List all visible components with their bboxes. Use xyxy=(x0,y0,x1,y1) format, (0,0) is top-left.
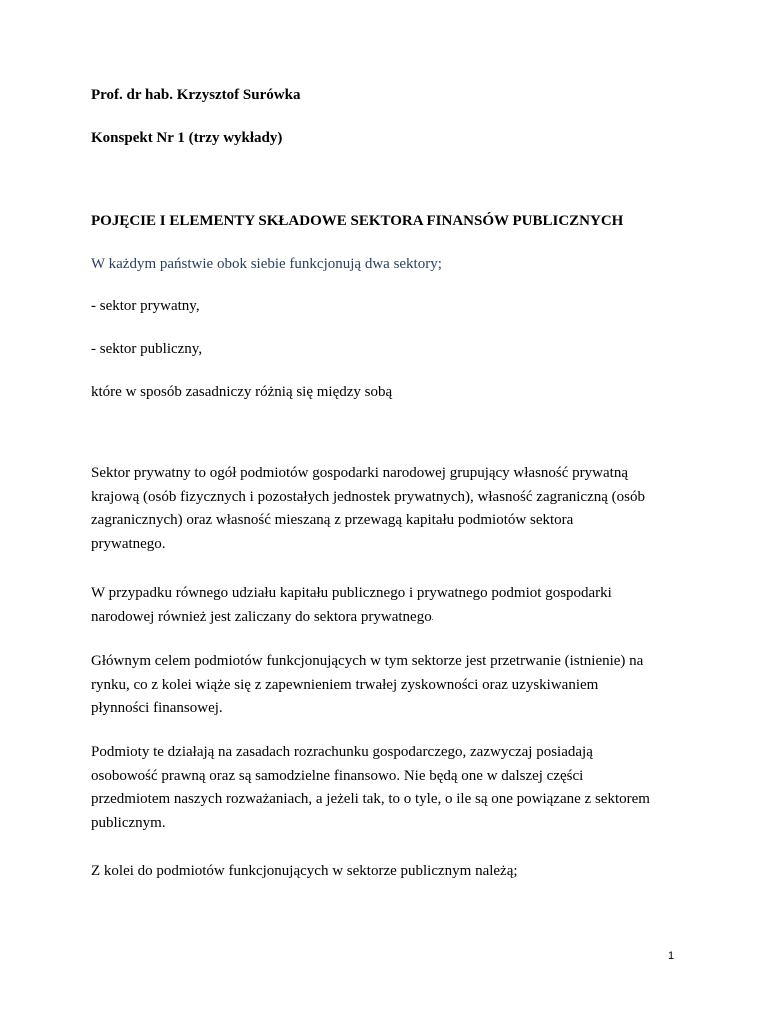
paragraph-equal-capital xyxy=(91,582,691,630)
paragraph-public-sector-intro: Z kolei do podmiotów funkcjonujących w sektorze publicznym należą; xyxy=(91,863,518,879)
paragraph-line: Głównym celem podmiotów funkcjonujących w tym sektorze jest przetrwanie (istnienie) na xyxy=(91,653,644,669)
paragraph-line-text: narodowej również jest zaliczany do sektora prywatnego xyxy=(91,608,432,625)
paragraph-line: rynku, co z kolei wiąże się z zapewnieniem trwałej zyskowności oraz uzyskiwaniem xyxy=(91,676,599,693)
intro-lead: W każdym państwie obok siebie funkcjonują dwa sektory; xyxy=(91,256,442,272)
footnote-mark: . xyxy=(431,613,434,622)
paragraph-line: Podmioty te działają na zasadach rozrachunku gospodarczego, zazwyczaj posiadają xyxy=(91,744,593,760)
list-item-public-sector: - sektor publiczny, xyxy=(91,341,203,357)
page-number: 1 xyxy=(668,950,675,962)
paragraph-line: krajową (osób fizycznych i pozostałych jednostek prywatnych), własność zagraniczną (osób xyxy=(91,488,645,505)
paragraph-line: osobowość prawną oraz są samodzielne finansowo. Nie będą one w dalszej części xyxy=(91,767,584,784)
author-name: Prof. dr hab. Krzysztof Surówka xyxy=(91,87,301,103)
paragraph-line: zagranicznych) oraz własność mieszaną z przewagą kapitału podmiotów sektora xyxy=(91,512,574,528)
intro-closing: które w sposób zasadniczy różnią się między sobą xyxy=(91,384,393,400)
section-title: POJĘCIE I ELEMENTY SKŁADOWE SEKTORA FINANSÓW PUBLICZNYCH xyxy=(91,213,624,229)
paragraph-line: płynności finansowej. xyxy=(91,700,223,716)
paragraph-line xyxy=(91,606,691,631)
paragraph-line: przedmiotem naszych rozważaniach, a jeżeli tak, to o tyle, o ile są one powiązane z sektorem xyxy=(91,791,650,807)
paragraph-line: publicznym. xyxy=(91,814,166,831)
paragraph-private-sector-definition xyxy=(91,462,691,556)
paragraph-line: Sektor prywatny to ogół podmiotów gospodarki narodowej grupujący własność prywatną xyxy=(91,465,628,481)
paragraph-operating-principles xyxy=(91,741,691,835)
document-subtitle: Konspekt Nr 1 (trzy wykłady) xyxy=(91,130,283,146)
paragraph-main-goal xyxy=(91,650,691,721)
list-item-private-sector: - sektor prywatny, xyxy=(91,298,200,314)
paragraph-line: prywatnego. xyxy=(91,535,166,552)
paragraph-line: W przypadku równego udziału kapitału publicznego i prywatnego podmiot gospodarki xyxy=(91,585,612,601)
